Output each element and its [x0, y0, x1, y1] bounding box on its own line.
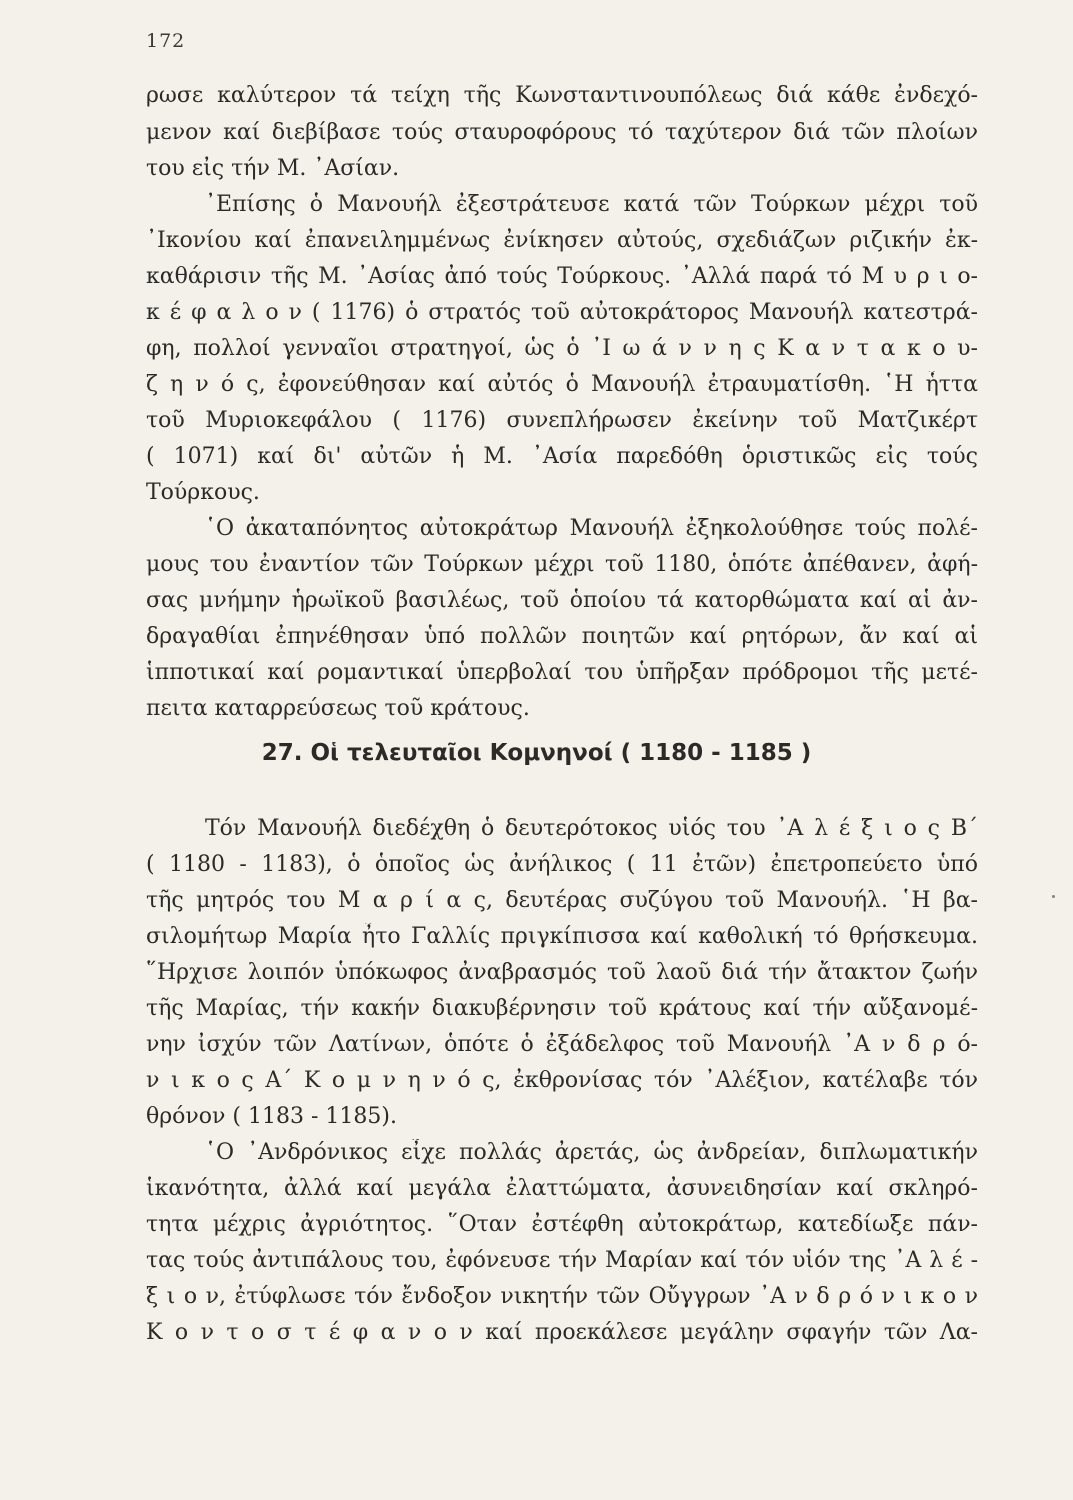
- text-line: ν ι κ ο ς Α΄ Κ ο μ ν η ν ό ς, ἐκθρονίσας τόν ᾿Αλέξιον, κατέλαβε τόν: [146, 1068, 978, 1093]
- text-line: ἱπποτικαί καί ρομαντικαί ὑπερβολαί του ὑπῆρξαν πρόδρομοι τῆς μετέ-: [146, 660, 978, 685]
- text-line: πειτα καταρρεύσεως τοῦ κράτους.: [146, 696, 530, 721]
- text-line: μους του ἐναντίον τῶν Τούρκων μέχρι τοῦ 1180, ὁπότε ἀπέθανεν, ἀφή-: [146, 552, 978, 577]
- text-line: μενον καί διεβίβασε τούς σταυροφόρους τό ταχύτερον διά τῶν πλοίων: [146, 120, 978, 145]
- text-line: ρωσε καλύτερον τά τείχη τῆς Κωνσταντινουπόλεως διά κάθε ἐνδεχό-: [146, 83, 978, 108]
- text-line: ζ η ν ό ς, ἐφονεύθησαν καί αὐτός ὁ Μανουήλ ἐτραυματίσθη. ῾Η ἧττα: [146, 372, 978, 397]
- text-line: θρόνον ( 1183 - 1185).: [146, 1104, 397, 1129]
- page-number: 172: [146, 30, 186, 52]
- text-line: ἱκανότητα, ἀλλά καί μεγάλα ἐλαττώματα, ἀσυνειδησίαν καί σκληρό-: [146, 1176, 978, 1201]
- paper-speck: [1052, 895, 1055, 898]
- text-line: τῆς Μαρίας, τήν κακήν διακυβέρνησιν τοῦ κράτους καί τήν αὔξανομέ-: [146, 996, 978, 1021]
- text-line: του εἰς τήν Μ. ᾿Ασίαν.: [146, 156, 400, 181]
- text-line: Τούρκους.: [146, 480, 260, 505]
- text-line: ξ ι ο ν, ἐτύφλωσε τόν ἔνδοξον νικητήν τῶν Οὔγγρων ᾿Α ν δ ρ ό ν ι κ ο ν: [146, 1284, 978, 1309]
- text-line: ᾿Επίσης ὁ Μανουήλ ἐξεστράτευσε κατά τῶν Τούρκων μέχρι τοῦ: [205, 192, 978, 217]
- text-line: ( 1071) καί δι' αὐτῶν ἡ Μ. ᾿Ασία παρεδόθη ὁριστικῶς εἰς τούς: [146, 444, 978, 469]
- text-line: νην ἰσχύν τῶν Λατίνων, ὁπότε ὁ ἐξάδελφος τοῦ Μανουήλ ᾿Α ν δ ρ ό-: [146, 1032, 978, 1057]
- text-line: ῞Ηρχισε λοιπόν ὑπόκωφος ἀναβρασμός τοῦ λαοῦ διά τήν ἄτακτον ζωήν: [146, 960, 978, 985]
- text-line: τας τούς ἀντιπάλους του, ἐφόνευσε τήν Μαρίαν καί τόν υἱόν της ᾿Α λ έ -: [146, 1248, 978, 1273]
- text-line: ( 1180 - 1183), ὁ ὁποῖος ὡς ἀνήλικος ( 11 ἐτῶν) ἐπετροπεύετο ὑπό: [146, 852, 978, 877]
- text-line: ᾿Ικονίου καί ἐπανειλημμένως ἐνίκησεν αὐτούς, σχεδιάζων ριζικήν ἐκ-: [146, 228, 978, 253]
- text-line: φη, πολλοί γενναῖοι στρατηγοί, ὡς ὁ ᾿Ι ω ά ν ν η ς Κ α ν τ α κ ο υ-: [146, 336, 978, 361]
- text-line: καθάρισιν τῆς Μ. ᾿Ασίας ἀπό τούς Τούρκους. ᾿Αλλά παρά τό Μ υ ρ ι ο-: [146, 264, 978, 289]
- text-line: τοῦ Μυριοκεφάλου ( 1176) συνεπλήρωσεν ἐκείνην τοῦ Ματζικέρτ: [146, 408, 978, 433]
- text-line: σιλομήτωρ Μαρία ἦτο Γαλλίς πριγκίπισσα καί καθολική τό θρήσκευμα.: [146, 924, 978, 949]
- text-line: δραγαθίαι ἐπηνέθησαν ὑπό πολλῶν ποιητῶν καί ρητόρων, ἄν καί αἱ: [146, 624, 978, 649]
- text-line: ῾Ο ἀκαταπόνητος αὐτοκράτωρ Μανουήλ ἐξηκολούθησε τούς πολέ-: [205, 516, 978, 541]
- text-line: σας μνήμην ἡρωϊκοῦ βασιλέως, τοῦ ὁποίου τά κατορθώματα καί αἱ ἀν-: [146, 588, 978, 613]
- text-line: τῆς μητρός του Μ α ρ ί α ς, δευτέρας συζύγου τοῦ Μανουήλ. ῾Η βα-: [146, 888, 978, 913]
- text-line: κ έ φ α λ ο ν ( 1176) ὁ στρατός τοῦ αὐτοκράτορος Μανουήλ κατεστρά-: [146, 300, 978, 325]
- section-heading: 27. Οἱ τελευταῖοι Κομνηνοί ( 1180 - 1185 ): [261, 740, 812, 766]
- text-line: ῾Ο ᾿Ανδρόνικος εἶχε πολλάς ἀρετάς, ὡς ἀνδρείαν, διπλωματικήν: [205, 1140, 978, 1165]
- text-line: Κ ο ν τ ο σ τ έ φ α ν ο ν καί προεκάλεσε μεγάλην σφαγήν τῶν Λα-: [146, 1320, 978, 1345]
- text-line: Τόν Μανουήλ διεδέχθη ὁ δευτερότοκος υἱός του ᾿Α λ έ ξ ι ο ς Β΄: [205, 816, 978, 841]
- text-line: τητα μέχρις ἀγριότητος. ῞Οταν ἐστέφθη αὐτοκράτωρ, κατεδίωξε πάν-: [146, 1212, 978, 1237]
